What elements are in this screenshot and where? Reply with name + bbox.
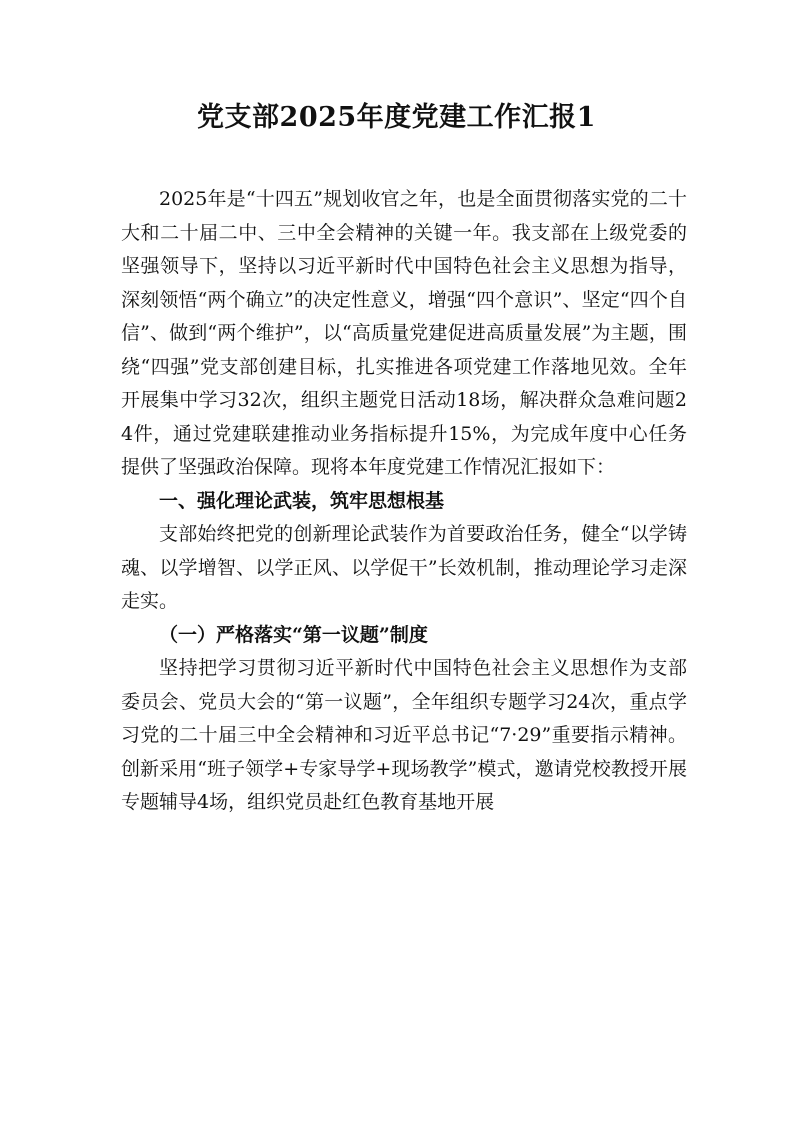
subsection-heading-1: （一）严格落实“第一议题”制度: [159, 623, 428, 646]
document-title: 党支部2025年度党建工作汇报1: [197, 102, 596, 133]
document-body: [121, 183, 687, 820]
section1-paragraph: 支部始终把党的创新理论武装作为首要政治任务，健全“以学铸魂、以学增智、以学正风、以学促干”长效机制，推动理论学习走深走实。: [121, 523, 687, 612]
intro-paragraph: 2025年是“十四五”规划收官之年，也是全面贯彻落实党的二十大和二十届二中、三中全会精神的关键一年。我支部在上级党委的坚强领导下，坚持以习近平新时代中国特色社会主义思想为指导，深刻领悟“两个确立”的决定性意义，增强“四个意识”、坚定“四个自信”、做到“两个维护”，以“高质量党建促进高质量发展”为主题，围绕“四强”党支部创建目标，扎实推进各项党建工作落地见效。全年开展集中学习32次，组织主题党日活动18场，解决群众急难问题24件，通过党建联建推动业务指标提升15%，为完成年度中心任务提供了坚强政治保障。现将本年度党建工作情况汇报如下：: [121, 188, 687, 478]
subsection1-paragraph: 坚持把学习贯彻习近平新时代中国特色社会主义思想作为支部委员会、党员大会的“第一议题”，全年组织专题学习24次，重点学习党的二十届三中全会精神和习近平总书记“7·29”重要指示精神。创新采用“班子领学+专家导学+现场教学”模式，邀请党校教授开展专题辅导4场，组织党员赴红色教育基地开展: [121, 657, 687, 813]
section-heading-1: 一、强化理论武装，筑牢思想根基: [159, 489, 445, 512]
